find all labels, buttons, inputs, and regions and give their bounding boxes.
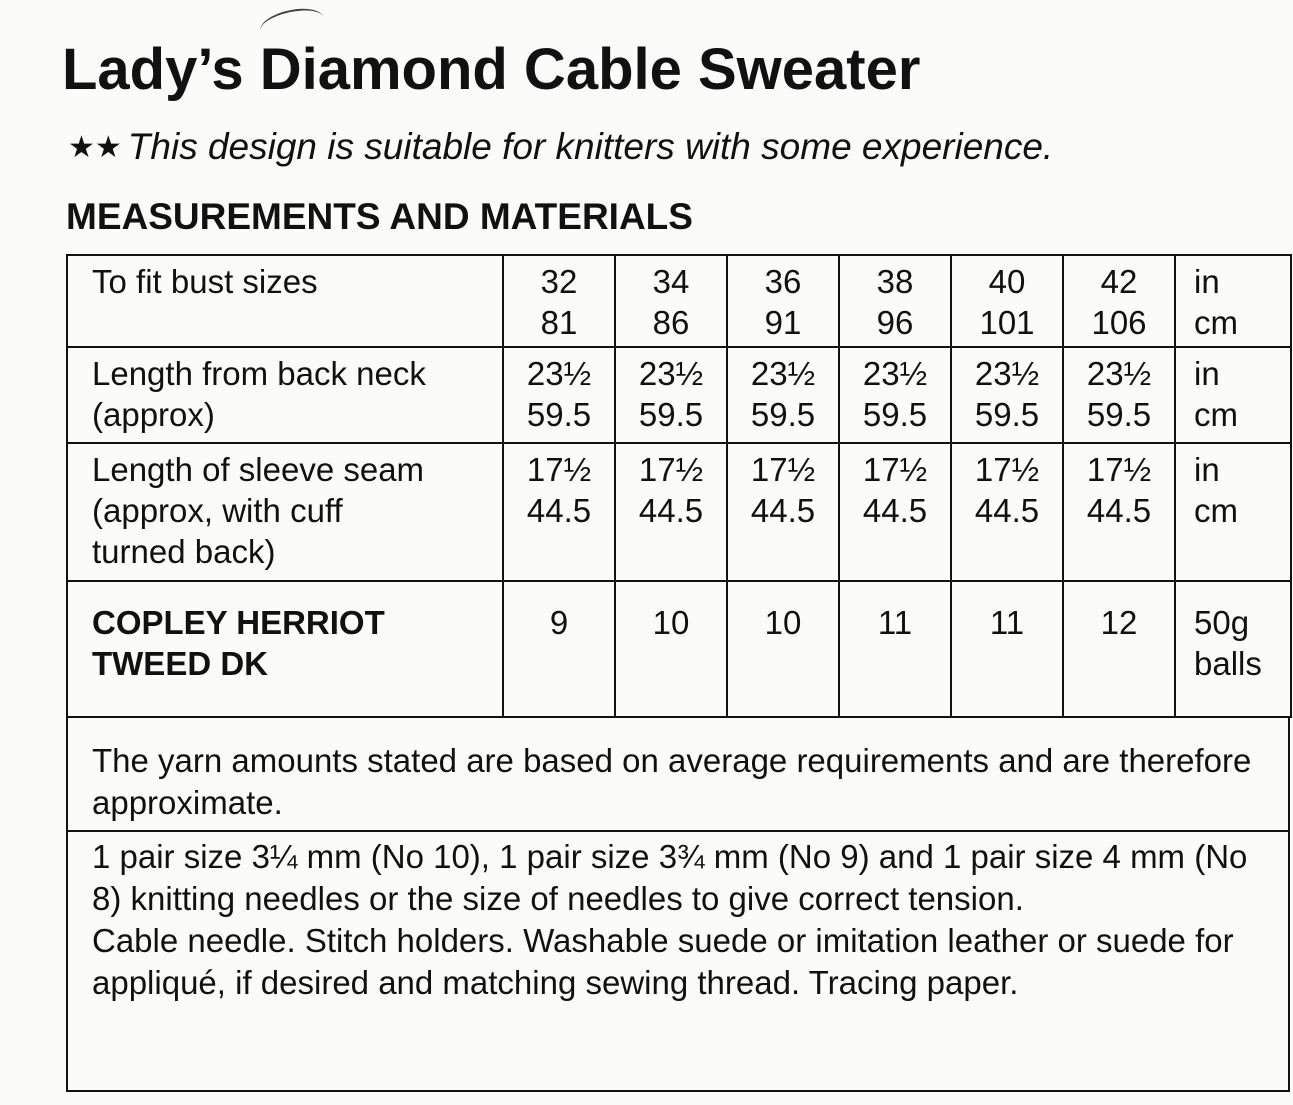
row-label-line: To fit bust sizes <box>92 263 318 300</box>
size-value: 59.5 <box>638 396 704 433</box>
size-value: 23½ <box>526 355 592 392</box>
size-value: 17½ <box>974 451 1040 488</box>
size-value: 91 <box>764 304 802 341</box>
row-label-line: (approx, with cuff <box>92 492 343 529</box>
back-length-row <box>67 347 1291 443</box>
size-value: 44.5 <box>638 492 704 529</box>
unit-label: cm <box>1194 304 1238 341</box>
size-value: 44.5 <box>1086 492 1152 529</box>
size-value: 34 <box>652 263 690 300</box>
size-value: 23½ <box>638 355 704 392</box>
section-heading: MEASUREMENTS AND MATERIALS <box>66 196 693 237</box>
size-value: 59.5 <box>1086 396 1152 433</box>
size-value: 59.5 <box>974 396 1040 433</box>
other-materials-text: Cable needle. Stitch holders. Washable suede or imitation leather or suede for appliqué, if desired and matching sewing thread. Tracing paper. <box>92 922 1234 1001</box>
size-value: 12 <box>1100 604 1138 641</box>
materials-box <box>66 830 1290 1092</box>
pattern-title: Lady’s Diamond Cable Sweater <box>62 37 921 102</box>
unit-cell <box>1175 347 1291 443</box>
unit-label: in <box>1194 451 1220 488</box>
size-value: 59.5 <box>526 396 592 433</box>
size-value-cell <box>727 581 839 717</box>
size-value: 23½ <box>862 355 928 392</box>
size-value: 17½ <box>526 451 592 488</box>
size-value: 10 <box>652 604 690 641</box>
size-value-cell <box>839 581 951 717</box>
size-value: 101 <box>979 304 1035 341</box>
yarn-note-box <box>66 716 1290 832</box>
unit-label: cm <box>1194 492 1238 529</box>
size-value-cell <box>951 581 1063 717</box>
size-value: 106 <box>1091 304 1147 341</box>
size-value-cell <box>839 443 951 581</box>
size-value: 17½ <box>638 451 704 488</box>
size-value: 81 <box>540 304 578 341</box>
size-value-cell <box>1063 347 1175 443</box>
yarn-note-text: The yarn amounts stated are based on average requirements and are therefore approximate. <box>92 742 1252 821</box>
row-label-line: TWEED DK <box>92 645 268 682</box>
size-value: 9 <box>549 604 569 641</box>
row-label-line: Length of sleeve seam <box>92 451 425 488</box>
size-value-cell <box>727 347 839 443</box>
size-value: 10 <box>764 604 802 641</box>
difficulty-stars: ★★ <box>68 131 122 164</box>
size-value-cell <box>1063 255 1175 347</box>
size-value: 11 <box>989 604 1025 641</box>
size-value: 23½ <box>750 355 816 392</box>
row-label-line: (approx) <box>92 396 215 433</box>
size-value-cell <box>951 347 1063 443</box>
size-value: 96 <box>876 304 914 341</box>
unit-cell <box>1175 255 1291 347</box>
bust-size-row <box>67 255 1291 347</box>
size-value: 23½ <box>1086 355 1152 392</box>
size-value-cell <box>951 255 1063 347</box>
unit-cell <box>1175 443 1291 581</box>
size-value: 23½ <box>974 355 1040 392</box>
size-value-cell <box>727 443 839 581</box>
size-value-cell <box>503 347 615 443</box>
measurements-table-body <box>67 255 1291 717</box>
size-value: 17½ <box>862 451 928 488</box>
unit-label: in <box>1194 355 1220 392</box>
size-value-cell <box>615 255 727 347</box>
size-value-cell <box>951 443 1063 581</box>
difficulty-note <box>68 126 1053 168</box>
size-value-cell <box>503 255 615 347</box>
size-value-cell <box>839 255 951 347</box>
size-value: 86 <box>652 304 690 341</box>
needles-text: 1 pair size 3¼ mm (No 10), 1 pair size 3¾ mm (No 9) and 1 pair size 4 mm (No 8) knitting needles or the size of needles to give correct tension. <box>92 838 1248 917</box>
difficulty-text: This design is suitable for knitters with some experience. <box>127 126 1054 167</box>
unit-label: in <box>1194 263 1220 300</box>
size-value-cell <box>727 255 839 347</box>
size-value-cell <box>615 443 727 581</box>
row-label-line: COPLEY HERRIOT <box>92 604 385 641</box>
size-value-cell <box>1063 581 1175 717</box>
yarn-quantity-row <box>67 581 1291 717</box>
unit-label: cm <box>1194 396 1238 433</box>
unit-label: 50g <box>1194 604 1250 641</box>
size-value: 44.5 <box>526 492 592 529</box>
size-value: 42 <box>1100 263 1138 300</box>
size-value: 40 <box>988 263 1026 300</box>
row-label <box>67 255 503 347</box>
size-value-cell <box>503 581 615 717</box>
size-value: 44.5 <box>862 492 928 529</box>
size-value: 59.5 <box>862 396 928 433</box>
size-value: 44.5 <box>974 492 1040 529</box>
size-value-cell <box>839 347 951 443</box>
size-value: 17½ <box>1086 451 1152 488</box>
size-value: 17½ <box>750 451 816 488</box>
size-value-cell <box>615 581 727 717</box>
size-value: 59.5 <box>750 396 816 433</box>
size-value: 38 <box>876 263 914 300</box>
size-value: 11 <box>877 604 913 641</box>
size-value-cell <box>1063 443 1175 581</box>
row-label <box>67 347 503 443</box>
size-value-cell <box>615 347 727 443</box>
row-label-line: Length from back neck <box>92 355 426 392</box>
unit-cell <box>1175 581 1291 717</box>
row-label <box>67 581 503 717</box>
sleeve-seam-row <box>67 443 1291 581</box>
measurements-table <box>66 254 1292 718</box>
size-value: 36 <box>764 263 802 300</box>
row-label <box>67 443 503 581</box>
size-value: 32 <box>540 263 578 300</box>
row-label-line: turned back) <box>92 533 276 570</box>
unit-label: balls <box>1194 645 1262 682</box>
size-value: 44.5 <box>750 492 816 529</box>
size-value-cell <box>503 443 615 581</box>
